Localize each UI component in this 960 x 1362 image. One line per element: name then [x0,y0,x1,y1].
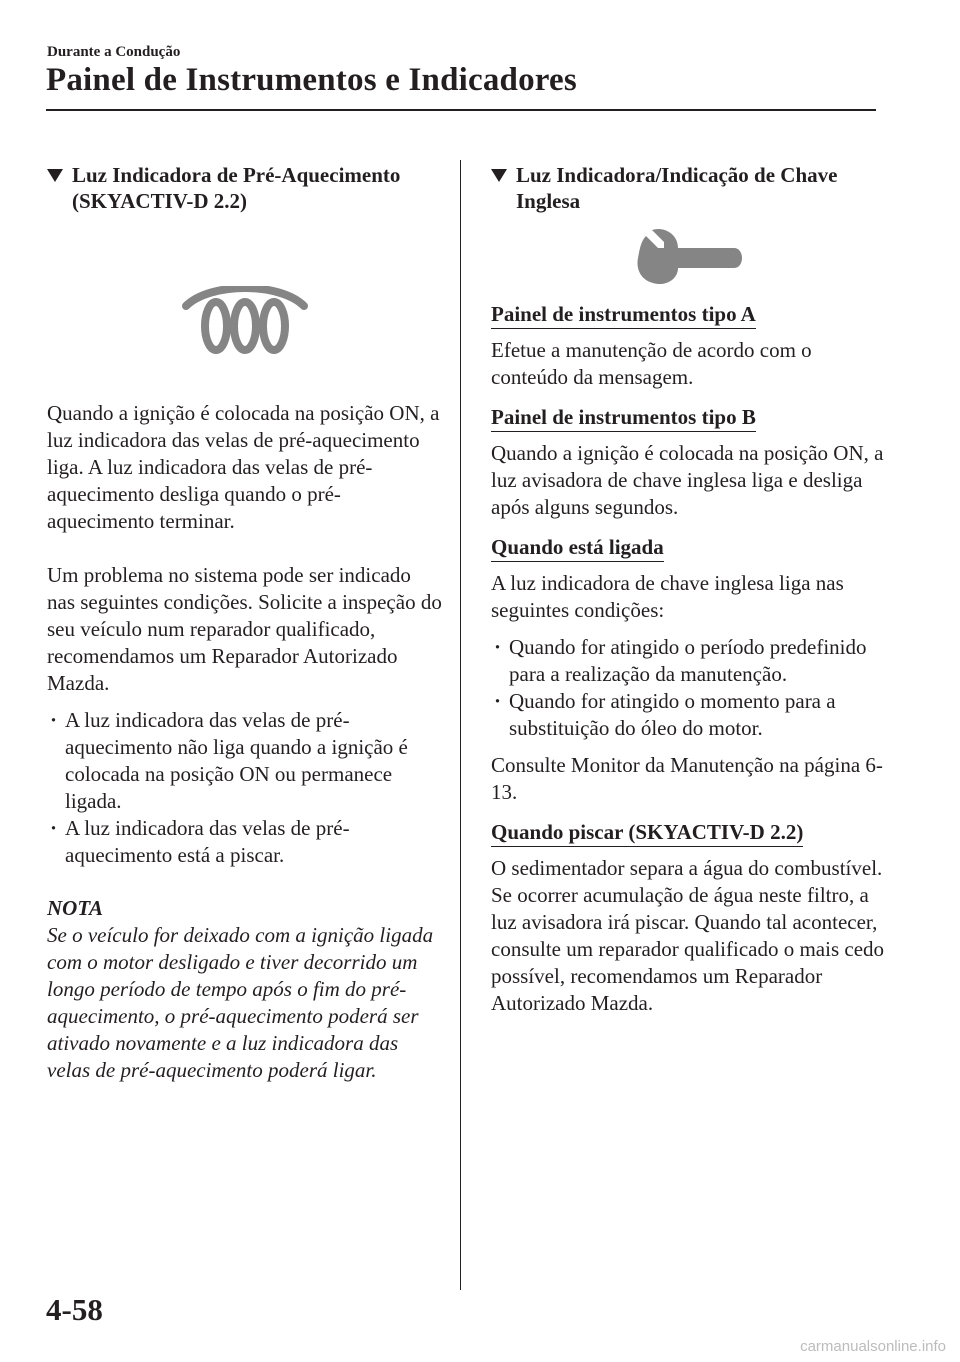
type-a-text: Efetue a manutenção de acordo com o conteúdo da mensagem. [491,338,812,389]
wrench-icon [634,228,744,284]
subheading-type-b: Painel de instrumentos tipo B [491,405,756,432]
column-divider [460,160,461,1290]
wrench-bullet-list [491,634,886,742]
chapter-label: Durante a Condução [47,44,181,60]
note-title: NOTA [47,896,104,920]
triangle-bullet-icon [47,169,63,182]
list-item: · A luz indicadora das velas de pré-aquecimento não liga quando a ignição é colocada na posição ON ou permanece ligada. [47,707,442,815]
section-heading-text: Luz Indicadora de Pré-Aquecimento (SKYACTIV-D 2.2) [72,163,401,213]
maintenance-reference: Consulte Monitor da Manutenção na página 6-13. [491,753,883,804]
right-column [491,162,886,1017]
glow-plug-problem-text: Um problema no sistema pode ser indicado nas seguintes condições. Solicite a inspeção do seu veículo num reparador qualificado, recomendamos um Reparador Autorizado Mazda. [47,563,442,695]
left-column [47,162,442,1084]
glow-plug-icon-wrap [47,286,442,358]
note-text: Se o veículo for deixado com a ignição ligada com o motor desligado e tiver decorrido um longo período de tempo após o fim do pré-aquecimento, o pré-aquecimento poderá ser ativado novamente e a luz indicadora das velas de pré-aquecimento poderá ligar. [47,923,434,1082]
type-b-text: Quando a ignição é colocada na posição ON, a luz avisadora de chave inglesa liga e desliga após alguns segundos. [491,441,884,519]
glow-plug-bullet-list [47,707,442,869]
section-heading-text: Luz Indicadora/Indicação de Chave Inglesa [516,163,838,213]
section-heading-wrench [491,162,886,214]
list-item: · A luz indicadora das velas de pré-aquecimento está a piscar. [47,815,442,869]
subheading-when-flashing: Quando piscar (SKYACTIV-D 2.2) [491,820,803,847]
glow-plug-coil-icon [180,286,310,358]
page-title: Painel de Instrumentos e Indicadores [46,62,577,98]
when-on-text: A luz indicadora de chave inglesa liga nas seguintes condições: [491,571,844,622]
water-filter-text: Se ocorrer acumulação de água neste filtro, a luz avisadora irá piscar. Quando tal acontecer, consulte um reparador qualificado o mais cedo possível, recomendamos um Reparador Autorizado Mazda. [491,883,885,1015]
triangle-bullet-icon [491,169,507,182]
wrench-icon-wrap [491,228,886,284]
page-number: 4-58 [46,1292,103,1327]
header-rule [46,109,876,111]
subheading-type-a: Painel de instrumentos tipo A [491,302,756,329]
list-item: · Quando for atingido o momento para a substituição do óleo do motor. [491,688,886,742]
sedimenter-text: O sedimentador separa a água do combustível. [491,856,883,880]
subheading-when-on: Quando está ligada [491,535,664,562]
section-heading-glow-plug [47,162,442,214]
list-item: · Quando for atingido o período predefinido para a realização da manutenção. [491,634,886,688]
glow-plug-description: Quando a ignição é colocada na posição ON, a luz indicadora das velas de pré-aquecimento liga. A luz indicadora das velas de pré-aquecimento desliga quando o pré-aquecimento terminar. [47,401,440,533]
watermark: carmanualsonline.info [800,1338,946,1355]
